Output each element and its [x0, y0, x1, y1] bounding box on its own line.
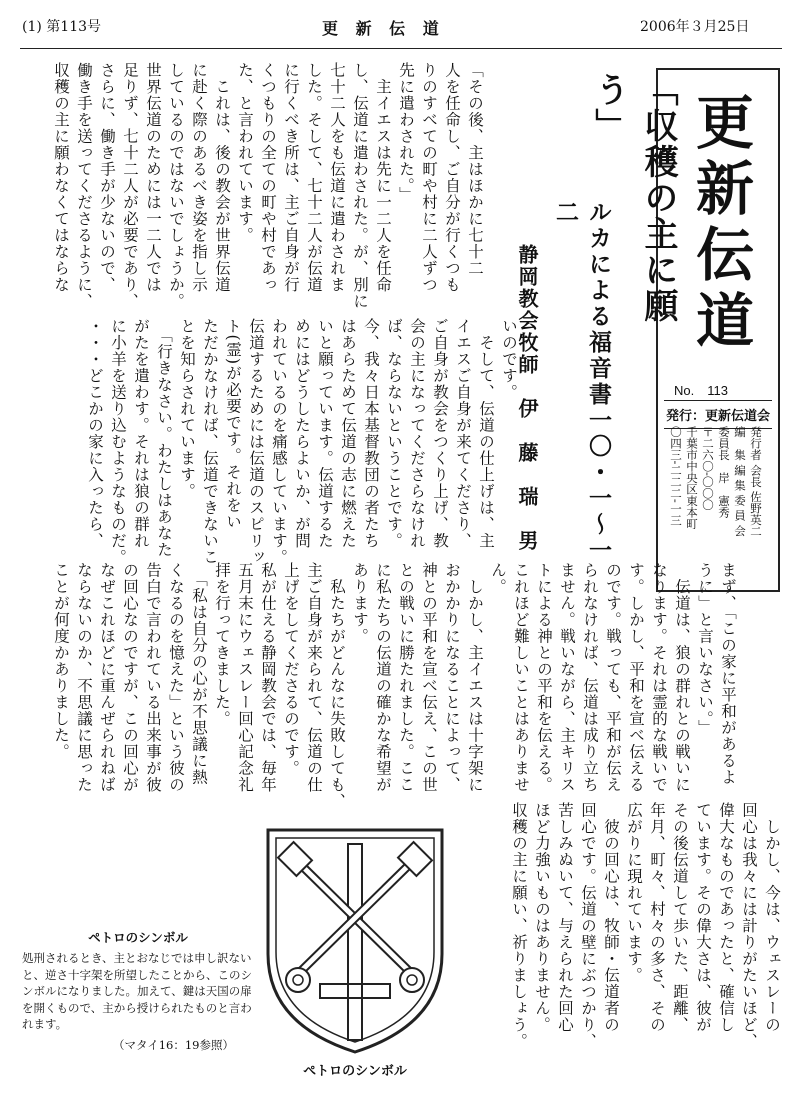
body-text-lower	[26, 562, 785, 810]
body-text-upper	[26, 62, 532, 310]
header-rule	[20, 48, 782, 49]
issue-date: 2006年３月25日	[640, 19, 750, 35]
issue-number: (1) 第113号	[22, 19, 102, 35]
keys-shield-icon	[262, 824, 448, 1056]
masthead-publisher: 発行：更新伝道会	[664, 400, 772, 429]
symbol-note-title: ペトロのシンボル	[88, 931, 188, 945]
shield-caption: ペトロのシンボル	[303, 1063, 407, 1078]
article-subtitle: ルカによる福音書一〇・一～一二	[553, 200, 612, 564]
newsletter-name: 更 新 伝 道	[322, 19, 445, 38]
symbol-note	[22, 928, 254, 1053]
text-block: 「その後、主はほかに七十二 人を任命し、ご自分が行くつも りのすべての町や村に二人ずつ 先に遣わされた。」 主イエスは先に一二人を任命 し、伝道に遣わされた。が、別に 七十二人をも伝道に遣わされま した。そして、七十二人が伝道 に行くべき所は、主ご自身が行 くつもりの全ての町や村であっ た、と言われています。 これは、後の教会が世界伝道 に赴く際のあるべき姿を指し示 しているのではないでしょうか。 世界伝道のためには一二人では 足りず、七十二人が必要であり、 さらに、働き手が少ないので、 働き手を送ってくださるように、 収穫の主に願わなくてはならな	[52, 62, 484, 310]
symbol-note-text: 処刑されるとき、主とおなじでは申し訳ないと、逆さ十字架を所望したことから、このシンボルになりました。加えて、鍵は天国の扉を開くもので、主から授けられたものと言われます。	[22, 951, 252, 1031]
article-author: 静岡教会牧師 伊 藤 瑞 男	[515, 244, 537, 552]
text-block: まず、「この家に平和があるよ うに」と言いなさい。」 伝道は、狼の群れとの戦いに なります。それは霊的な戦いで す。しかし、平和を宣べ伝える のです。戦っても、平和が伝え られなければ、伝道は成り立ち ません。戦いながら、主キリス トによる神との平和を伝える。 これほど難しいことはありませ ん。 しかし、主イエスは十字架に おかかりになることによって、 神との平和を宣べ伝え、この世 との戦いに勝たれました。ここ に私たちの伝道の確かな希望が あります。 私たちがどんなに失敗しても、 主ご自身が来られて、伝道の仕 上げをしてくださるのです。 私が仕える静岡教会では、毎年 五月末にウェスレー回心記念礼 拝を行ってきました。 「私は自分の心が不思議に熱 くなるのを憶えた」という彼の 告白で言われている出来事が彼 の回心なのですが、この回心が なぜこれほどに重んぜられねば ならないのか、不思議に思った ことが何度かありました。	[52, 562, 737, 810]
masthead-number: No. 113	[674, 383, 728, 398]
masthead-title: 更新伝道	[686, 92, 754, 356]
page-header	[0, 0, 800, 50]
text-block: しかし、今は、ウェスレーの 回心は我々には計りがたいほど、 偉大なものであったと、確信し ています。その偉大さは、彼が その後伝道して歩いた、距離、 年月、町々、村々の多さ、その 広がりに現れています。 彼の回心は、牧師・伝道者の 回心です。伝道の壁にぶつかり、 苦しみぬいて、与えられた回心 ほど力強いものはありません。 収穫の主に願い、祈りましょう。	[510, 802, 781, 1050]
article-title: 「収穫の主に願う」	[590, 72, 677, 324]
symbol-note-ref: （マタイ16：19参照）	[112, 1037, 234, 1052]
body-text-middle	[60, 318, 566, 566]
masthead-info: 発行者 会長 佐野英二 編 集 編 集 委 員 会 委員長 岸 憲秀 〒二六〇-〇〇〇 千葉市中央区東本町 〇四三-二二二-一三	[669, 426, 763, 537]
text-block: いのです。 そして、伝道の仕上げは、主 イエスご自身が来てくださり、 ご自身が教会をつくり上げ、教 会の主になってくださらなけれ ば、ならないということです。 今、我々日本基督教団の者たち はあらためて伝道の志に燃えた いと願っています。伝道するた めにはどうしたらよいか、が問 われているのを痛感しています。 伝道するためには伝道のスピリッ ト(霊)が必要です。それをい ただかなければ、伝道できないこ とを知らされています。 「行きなさい。わたしはあなた がたを遣わす。それは狼の群れ に小羊を送り込むようなものだ。 ・・・どこかの家に入ったら、	[86, 318, 518, 566]
body-text-bottom	[484, 802, 800, 1050]
